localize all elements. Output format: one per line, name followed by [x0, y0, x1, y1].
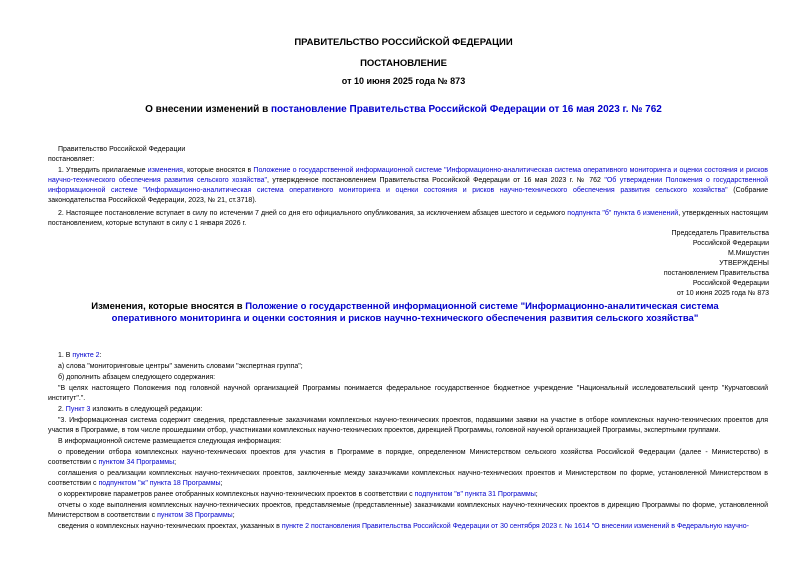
approved-by-2: Российской Федерации: [692, 280, 769, 287]
item-1-quote: "В целях настоящего Положения под головной научной организацией Программы понимается федеральное государственное бюджетное учреждение "Национальный исследовательский центр "Курчатовский институт".".: [48, 385, 768, 402]
item-1-b: б) дополнить абзацем следующего содержания:: [58, 374, 216, 381]
document-title: [0, 104, 807, 115]
p1-text-a: 1. Утвердить прилагаемые: [58, 167, 148, 174]
bullet-2: [48, 469, 768, 489]
p1-link-decree[interactable]: "Об утверждении Положения о государственной информационной системе "Информационно-аналитическая система оперативного мониторинга и оценки состояния и рисков научно-технического обеспечения развития сельского хозяйства": [48, 177, 768, 194]
bullet-1-end: ;: [174, 459, 177, 466]
approved-by: постановлением Правительства: [663, 270, 769, 277]
title-text: О внесении изменений в: [145, 104, 272, 115]
p1-text-c: , которые вносятся в: [182, 167, 254, 174]
item-2-quote: "3. Информационная система содержит сведения, представленные заказчиками комплексных научно-технических проектов, подавшими заявки на участие в отборе комплексных научно-технических проектов для участия в Программе, в том числе прошедшими отбор, участниками комплексных научно-технических проектов, дирекцией Программы, головной научной организацией Программы, экспертными группами.: [48, 417, 768, 434]
p1-text-e: , утвержденное постановлением Правительства Российской Федерации от 16 мая 2023 г. № 762: [266, 177, 605, 184]
bullet-3-text: о корректировке параметров ранее отобранных комплексных научно-технических проектов в соответствии с: [58, 491, 415, 498]
item-2-info: В информационной системе размещается следующая информация:: [58, 438, 282, 445]
preamble-line-2: постановляет:: [48, 156, 95, 163]
signer-title-2: Российской Федерации: [692, 240, 769, 247]
title-link[interactable]: постановление Правительства Российской Федерации от 16 мая 2023 г. № 762: [271, 104, 662, 115]
p2-text-c: , утвержденных настоящим постановлением, которые вступают в силу с 1 января 2026 г.: [48, 210, 768, 227]
item-2: [48, 405, 768, 415]
changes-title-link[interactable]: Положение о государственной информационной системе "Информационно-аналитическая система оперативного мониторинга и оценки состояния и рисков научно-технического обеспечения развития сельского хозяйства": [111, 301, 719, 324]
p1-link-changes[interactable]: изменения: [147, 167, 183, 174]
item-2-link[interactable]: Пункт 3: [65, 406, 91, 413]
bullet-2-end: ;: [220, 480, 223, 487]
signature-block: [664, 229, 769, 299]
document-date-number: от 10 июня 2025 года № 873: [341, 76, 466, 86]
item-2-text: 2.: [58, 406, 66, 413]
item-1-link[interactable]: пункте 2: [72, 352, 100, 359]
paragraph-2: [48, 209, 768, 229]
bullet-4-end: ;: [232, 512, 235, 519]
signer-name: М.Мишустин: [727, 250, 769, 257]
document-type: ПОСТАНОВЛЕНИЕ: [360, 58, 447, 69]
bullet-4-link[interactable]: пунктом 38 Программы: [157, 512, 233, 519]
bullet-5: [48, 522, 768, 532]
bullet-5-link[interactable]: пункте 2 постановления Правительства Российской Федерации от 30 сентября 2023 г. № 1614 "О внесении изменений в Федеральную научно-: [281, 523, 749, 530]
p2-text-a: 2. Настоящее постановление вступает в силу по истечении 7 дней со дня его официального опубликования, за исключением абзацев шестого и седьмого: [58, 210, 568, 217]
bullet-2-link[interactable]: подпунктом "ж" пункта 18 Программы: [98, 480, 221, 487]
bullet-3: [48, 490, 768, 500]
government-heading: ПРАВИТЕЛЬСТВО РОССИЙСКОЙ ФЕДЕРАЦИИ: [294, 37, 513, 48]
p2-link[interactable]: подпункта "б" пункта 6 изменений: [567, 210, 679, 217]
signer-title-1: Председатель Правительства: [671, 230, 769, 237]
changes-title: [60, 301, 750, 325]
bullet-4: [48, 501, 768, 521]
bullet-3-link[interactable]: подпунктом "в" пункта 31 Программы: [414, 491, 536, 498]
item-1: [48, 351, 768, 361]
item-1-text: 1. В: [58, 352, 73, 359]
p1-text-g: (Собрание законодательства Российской Федерации, 2023, № 21, ст.3718).: [48, 187, 768, 204]
preamble-line-1: Правительство Российской Федерации: [58, 146, 186, 153]
changes-title-text: Изменения, которые вносятся в: [91, 301, 246, 312]
paragraph-1: [48, 166, 768, 206]
item-1-a: а) слова "мониторинговые центры" заменить словами "экспертная группа";: [58, 363, 303, 370]
item-2-text-end: изложить в следующей редакции:: [90, 406, 203, 413]
item-1-text-end: :: [99, 352, 102, 359]
bullet-2-text: соглашения о реализации комплексных научно-технических проектов, заключенные между заказчиками комплексных научно-технических проектов и Министерством по форме, установленной Министерством в соответствии с: [48, 470, 768, 487]
approved-label: УТВЕРЖДЕНЫ: [719, 260, 769, 267]
bullet-3-end: ;: [535, 491, 538, 498]
bullet-1: [48, 448, 768, 468]
approved-date: от 10 июня 2025 года № 873: [676, 290, 769, 297]
bullet-4-text: отчеты о ходе выполнения комплексных научно-технических проектов, представляемые (представленные) заказчиками комплексных научно-технических проектов в дирекцию Программы по форме, установленной Министерством в соответствии с: [48, 502, 768, 519]
p1-link-regulation[interactable]: Положение о государственной информационной системе "Информационно-аналитическая система оперативного мониторинга и оценки состояния и рисков научно-технического обеспечения развития сельского хозяйства": [48, 167, 768, 184]
bullet-1-link[interactable]: пунктом 34 Программы: [98, 459, 175, 466]
bullet-1-text: о проведении отбора комплексных научно-технических проектов для участия в Программе в порядке, определенном Министерством сельского хозяйства Российской Федерации (далее - Министерство) в соответствии с: [48, 449, 768, 466]
bullet-5-text: сведения о комплексных научно-технических проектах, указанных в: [58, 523, 282, 530]
